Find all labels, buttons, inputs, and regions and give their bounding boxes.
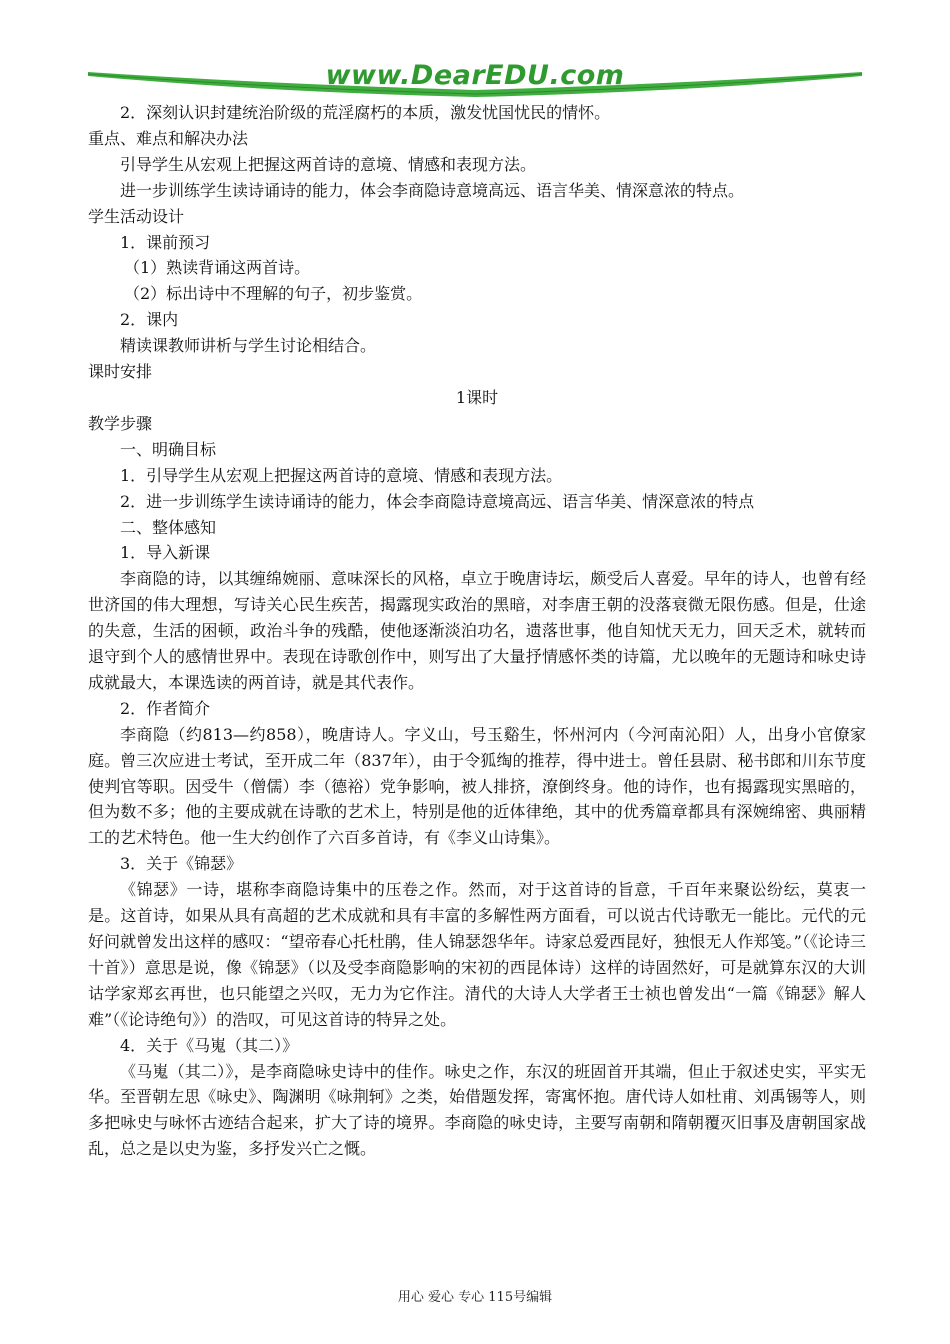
step-1-item-1: 1．引导学生从宏观上把握这两首诗的意境、情感和表现方法。 xyxy=(120,465,563,485)
key-point-1: 引导学生从宏观上把握这两首诗的意境、情感和表现方法。 xyxy=(120,154,537,174)
activity-preview-2: （2）标出诗中不理解的句子，初步鉴赏。 xyxy=(124,284,423,304)
section-jinse-heading: 3．关于《锦瑟》 xyxy=(120,854,243,874)
site-logo[interactable]: www.DearEDU.com xyxy=(325,60,625,91)
activity-preview: 1．课前预习 xyxy=(120,232,211,252)
site-header-banner xyxy=(88,58,862,100)
section-mawei-heading: 4．关于《马嵬（其二）》 xyxy=(120,1035,299,1055)
heading-teaching-steps: 教学步骤 xyxy=(88,413,153,433)
section-intro-paragraph: 李商隐的诗，以其缠绵婉丽、意味深长的风格，卓立于晚唐诗坛，颇受后人喜爱。早年的诗人，也曾有经世济国的伟大理想，写诗关心民生疾苦，揭露现实政治的黑暗，对李唐王朝的没落衰微无限伤感。但是，仕途的失意，生活的困顿，政治斗争的残酷，使他逐渐淡泊功名，遗落世事，他自知忧天无力，回天乏术，就转而退守到个人的感情世界中。表现在诗歌创作中，则写出了大量抒情感怀类的诗篇，尤以晚年的无题诗和咏史诗成就最大，本课选读的两首诗，就是其代表作。 xyxy=(88,569,866,692)
section-author-heading: 2．作者简介 xyxy=(120,698,211,718)
activity-in-class-desc: 精读课教师讲析与学生讨论相结合。 xyxy=(120,336,377,356)
document-body xyxy=(88,100,866,1162)
step-2-heading: 二、整体感知 xyxy=(120,517,217,537)
heading-schedule: 课时安排 xyxy=(88,362,153,382)
goal-item-2: 2．深刻认识封建统治阶级的荒淫腐朽的本质，激发忧国忧民的情怀。 xyxy=(120,103,611,122)
heading-key-points: 重点、难点和解决办法 xyxy=(88,128,249,148)
heading-student-activities: 学生活动设计 xyxy=(88,206,185,226)
section-author-paragraph: 李商隐（约813—约858），晚唐诗人。字义山，号玉谿生，怀州河内（今河南沁阳）人，出身小官僚家庭。曾三次应进士考试，至开成二年（837年），由于令狐绹的推荐，得中进士。曾任县尉、秘书郎和川东节度使判官等职。因受牛（僧儒）李（德裕）党争影响，被人排挤，潦倒终身。他的诗作，也有揭露现实黑暗的，但为数不多；他的主要成就在诗歌的艺术上，特别是他的近体律绝，其中的优秀篇章都具有深婉绵密、典丽精工的艺术特色。他一生大约创作了六百多首诗，有《李义山诗集》。 xyxy=(88,724,866,848)
key-point-2: 进一步训练学生读诗诵诗的能力，体会李商隐诗意境高远、语言华美、情深意浓的特点。 xyxy=(120,180,745,200)
section-jinse-paragraph: 《锦瑟》一诗，堪称李商隐诗集中的压卷之作。然而，对于这首诗的旨意，千百年来聚讼纷纭，莫衷一是。这首诗，如果从具有高超的艺术成就和具有丰富的多解性两方面看，可以说古代诗歌无一能比。元代的元好问就曾发出这样的感叹：“望帝春心托杜鹃，佳人锦瑟怨华年。诗家总爱西昆好，独恨无人作郑笺。”（《论诗三十首》）意思是说，像《锦瑟》（以及受李商隐影响的宋初的西昆体诗）这样的诗固然好，可是就算东汉的大训诂学家郑玄再世，也只能望之兴叹，无力为它作注。清代的大诗人大学者王士祯也曾发出“一篇《锦瑟》解人难”（《论诗绝句》）的浩叹，可见这首诗的特异之处。 xyxy=(88,880,866,1029)
activity-in-class: 2．课内 xyxy=(120,310,179,330)
schedule-value: 1课时 xyxy=(455,387,499,407)
section-intro-heading: 1．导入新课 xyxy=(120,543,211,563)
step-1-item-2: 2．进一步训练学生读诗诵诗的能力，体会李商隐诗意境高远、语言华美、情深意浓的特点 xyxy=(120,491,755,511)
step-1-heading: 一、明确目标 xyxy=(120,439,217,459)
activity-preview-1: （1）熟读背诵这两首诗。 xyxy=(124,258,311,278)
section-mawei-paragraph: 《马嵬（其二）》，是李商隐咏史诗中的佳作。咏史之作，东汉的班固首开其端，但止于叙述史实，平实无华。至晋朝左思《咏史》、陶渊明《咏荆轲》之类，始借题发挥，寄寓怀抱。唐代诗人如杜甫、刘禹锡等人，则多把咏史与咏怀古迹结合起来，扩大了诗的境界。李商隐的咏史诗，主要写南朝和隋朝覆灭旧事及唐朝国家战乱，总之是以史为鉴，多抒发兴亡之慨。 xyxy=(88,1061,866,1159)
page-footer: 用心 爱心 专心 115号编辑 xyxy=(397,1290,553,1305)
